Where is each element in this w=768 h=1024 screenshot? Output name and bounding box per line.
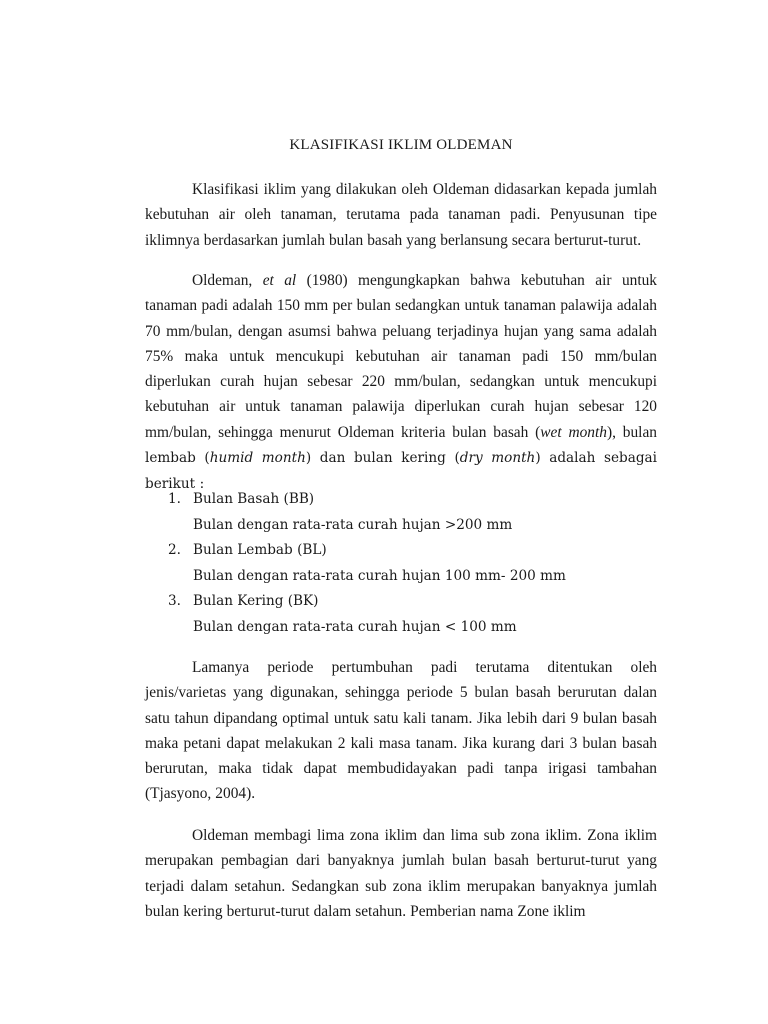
- italic-term: wet month: [540, 423, 607, 441]
- paragraph-text: ) adalah sebagai berikut :: [145, 450, 657, 493]
- page-title: KLASIFIKASI IKLIM OLDEMAN: [289, 137, 513, 153]
- list-description: Bulan dengan rata-rata curah hujan < 100 mm: [193, 618, 517, 635]
- list-label: Bulan Lembab (BL): [193, 542, 327, 559]
- paragraph-text: (1980) mengungkapkan bahwa kebutuhan air untuk tanaman padi adalah 150 mm per bulan sedangkan untuk tanaman palawija adalah 70 mm/bulan, dengan asumsi bahwa peluang terjadinya hujan yang sama adalah 75% maka untuk mencukupi kebutuhan air tanaman padi 150 mm/bulan diperlukan curah hujan sebesar 220 mm/bulan, sedangkan untuk mencukupi kebutuhan air untuk tanaman palawija diperlukan curah hujan sebesar 120 mm/bulan, sehingga menurut Oldeman kriteria bulan basah (: [145, 272, 657, 441]
- list-description: Bulan dengan rata-rata curah hujan >200 mm: [193, 516, 513, 533]
- italic-term: dry month: [459, 450, 536, 467]
- list-label: Bulan Kering (BK): [193, 593, 319, 610]
- list-item: [145, 487, 657, 538]
- list-item: [145, 538, 657, 589]
- paragraph-climate-zones: Oldeman membagi lima zona iklim dan lima sub zona iklim. Zona iklim merupakan pembagian dari banyaknya jumlah bulan basah berturut-turut yang terjadi dalam setahun. Sedangkan sub zona iklim merupakan banyaknya jumlah bulan kering berturut-turut dalam setahun. Pemberian nama Zone iklim: [145, 827, 657, 920]
- list-number: 1.: [168, 491, 181, 507]
- month-criteria-list: [145, 487, 657, 641]
- italic-term: et al: [262, 272, 297, 289]
- list-number: 3.: [168, 593, 181, 610]
- list-item: [145, 589, 657, 640]
- paragraph-text: lembab (: [145, 450, 210, 467]
- paragraph-text: ), bulan: [606, 423, 657, 441]
- italic-term: humid month: [209, 450, 306, 467]
- paragraph-intro: Klasifikasi iklim yang dilakukan oleh Oldeman didasarkan kepada jumlah kebutuhan air oleh tanaman, terutama pada tanaman padi. Penyusunan tipe iklimnya berdasarkan jumlah bulan basah yang berlansung secara berturut-turut.: [145, 181, 657, 249]
- paragraph-oldeman-criteria: [145, 268, 657, 498]
- paragraph-text: Oldeman,: [192, 272, 263, 289]
- list-number: 2.: [168, 542, 181, 559]
- list-description: Bulan dengan rata-rata curah hujan 100 mm- 200 mm: [193, 567, 566, 584]
- paragraph-growth-period: Lamanya periode pertumbuhan padi terutama ditentukan oleh jenis/varietas yang digunakan, sehingga periode 5 bulan basah berurutan dalan satu tahun dipandang optimal untuk satu kali tanam. Jika lebih dari 9 bulan basah maka petani dapat melakukan 2 kali masa tanam. Jika kurang dari 3 bulan basah berurutan, maka tidak dapat membudidayakan padi tanpa irigasi tambahan (Tjasyono, 2004).: [145, 659, 657, 803]
- paragraph-text: ) dan bulan kering (: [305, 450, 460, 467]
- list-label: Bulan Basah (BB): [193, 491, 315, 507]
